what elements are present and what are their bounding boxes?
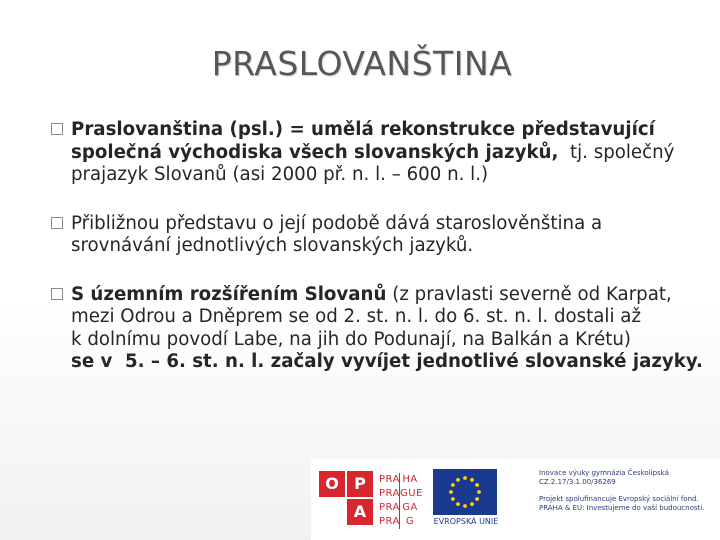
eu-label: EVROPSKÁ UNIE (433, 517, 499, 526)
info-gap (539, 487, 715, 495)
bullet-list (51, 119, 703, 374)
bullet-item (51, 283, 703, 374)
praha-text: GA (399, 501, 420, 515)
praha-text: PRA (379, 474, 400, 485)
bullet-line (71, 351, 703, 374)
bullet-line (71, 306, 691, 329)
praha-text: G (399, 515, 420, 529)
bullet-text: prajazyk Slovanů (asi 2000 př. n. l. – 600 n. l.) (71, 164, 489, 185)
bullet-marker-icon (51, 288, 63, 300)
opp-logo (319, 471, 375, 535)
bullet-marker-icon (51, 123, 63, 135)
opp-letter: A (347, 499, 373, 525)
bullet-line (71, 329, 691, 352)
opp-letter: P (347, 471, 373, 497)
praha-text: PRA (379, 488, 400, 499)
bullet-text: Praslovanština (psl.) = (71, 119, 312, 140)
bullet-text: společná východiska všech slovanských jazyků, (71, 141, 559, 163)
eu-star-icon (463, 504, 467, 508)
eu-logo (429, 467, 501, 527)
bullet-line (71, 119, 691, 142)
eu-star-icon (456, 478, 460, 482)
bullet-text: tj. společný (558, 141, 675, 163)
opp-letter: P (319, 499, 345, 525)
praha-row (379, 501, 427, 515)
bullet-line (71, 164, 691, 187)
praha-row (379, 487, 427, 501)
opp-letter: O (319, 471, 345, 497)
slide-title: PRASLOVANŠTINA (211, 44, 513, 83)
praha-text: PRA (379, 502, 400, 513)
bullet-text: Přibližnou představu o její podobě dává staroslověnština a (71, 212, 603, 234)
praha-row (379, 473, 427, 487)
bullet-text: (z pravlasti severně od Karpat, (386, 283, 672, 305)
eu-star-icon (475, 483, 479, 487)
bullet-text: srovnávání jednotlivých slovanských jazyků. (71, 235, 474, 256)
bullet-text: mezi Odrou a Dněprem se od 2. st. n. l. do 6. st. n. l. dostali až (71, 306, 641, 327)
eu-star-icon (451, 483, 455, 487)
project-info (539, 469, 715, 513)
eu-star-icon (463, 476, 467, 480)
bullet-line (71, 213, 691, 236)
info-line: CZ.2.17/3.1.00/36269 (539, 478, 616, 486)
bullet-text: umělá rekonstrukce představující (311, 119, 655, 140)
eu-flag-icon (433, 469, 497, 515)
praha-logo (379, 473, 427, 529)
bullet-text: S územním rozšířením Slovanů (71, 283, 387, 305)
info-line: Projekt spolufinancuje Evropský sociální fond. (539, 495, 699, 503)
bullet-line (71, 142, 691, 165)
eu-star-icon (456, 502, 460, 506)
bullet-line (71, 235, 691, 258)
bullet-item (51, 213, 691, 258)
eu-star-icon (449, 490, 453, 494)
bullet-text: se v 5. – 6. st. n. l. začaly vyvíjet jednotlivé slovanské jazyky. (71, 351, 703, 372)
bullet-item (51, 119, 691, 187)
praha-text: HA (399, 473, 420, 487)
eu-star-icon (475, 497, 479, 501)
eu-star-icon (470, 478, 474, 482)
praha-text: GUE (400, 488, 423, 499)
eu-star-icon (477, 490, 481, 494)
praha-row (379, 515, 427, 529)
info-line: PRAHA & EU: Investujeme do vaší budoucnosti. (539, 504, 705, 512)
praha-text: PRA (379, 516, 400, 527)
bullet-line (71, 284, 691, 307)
footer-logos (311, 459, 720, 540)
bullet-marker-icon (51, 217, 63, 229)
bullet-text: k dolnímu povodí Labe, na jih do Podunají, na Balkán a Krétu) (71, 328, 632, 350)
eu-star-icon (451, 497, 455, 501)
info-line: Inovace výuky gymnázia Českolipská (539, 469, 669, 477)
eu-star-icon (470, 502, 474, 506)
